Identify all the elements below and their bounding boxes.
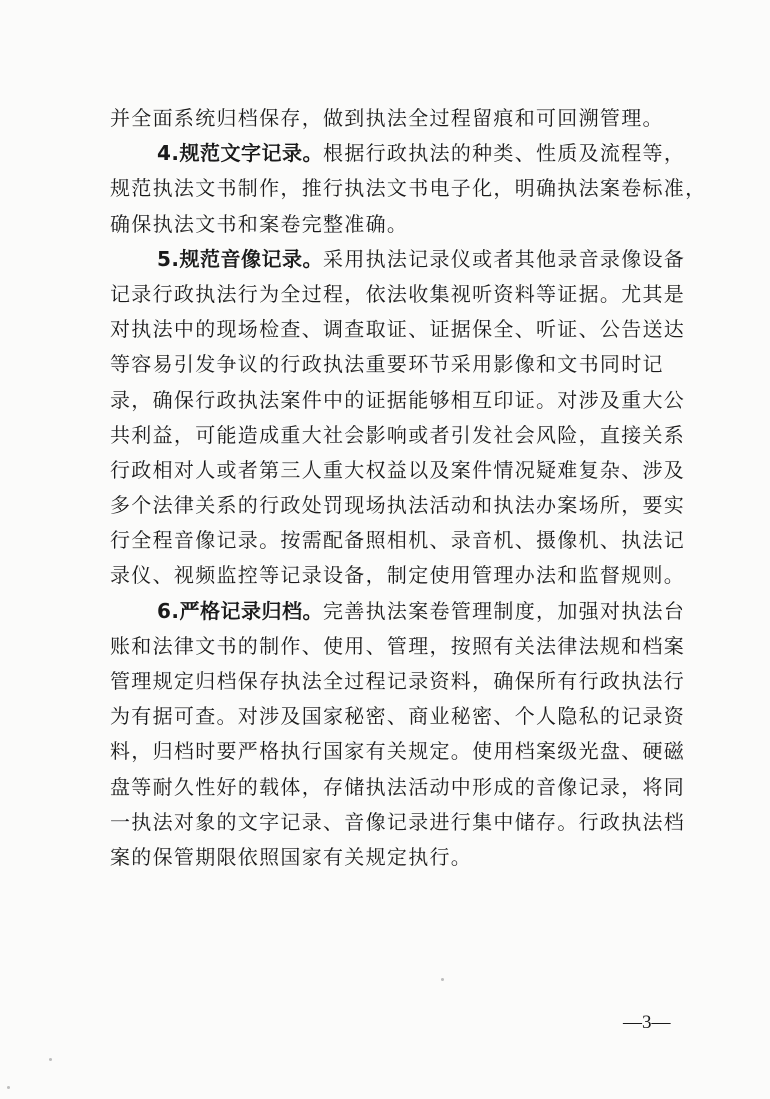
paragraph-line: 案的保管期限依照国家有关规定执行。 [110,844,473,869]
scan-speck [441,978,444,981]
paragraph-line: 一执法对象的文字记录、音像记录进行集中储存。行政执法档 [110,809,686,834]
paragraph-line: 规范执法文书制作，推行执法文书电子化，明确执法案卷标准， [110,176,707,201]
section-5-heading: 5.规范音像记录。 [157,246,324,271]
scan-speck [49,1058,52,1061]
section-4-first-line [110,136,685,171]
paragraph-line: 行政相对人或者第三人重大权益以及案件情况疑难复杂、涉及 [110,457,686,482]
section-6-first-line [110,594,685,629]
paragraph-line: 料，归档时要严格执行国家有关规定。使用档案级光盘、硬磁 [110,739,686,764]
paragraph-line: 并全面系统归档保存，做到执法全过程留痕和可回溯管理。 [110,106,664,130]
paragraph-line: 对执法中的现场检查、调查取证、证据保全、听证、公告送达 [110,317,686,342]
section-5-text: 采用执法记录仪或者其他录音录像设备 [323,246,686,271]
paragraph-line: 账和法律文书的制作、使用、管理，按照有关法律法规和档案 [110,633,686,658]
section-5-first-line [110,242,685,277]
paragraph-line: 管理规定归档保存执法全过程记录资料，确保所有行政执法行 [110,669,686,693]
page-number: —3— [623,1012,671,1033]
paragraph-line: 共利益，可能造成重大社会影响或者引发社会风险，直接关系 [110,422,686,447]
paragraph-line: 等容易引发争议的行政执法重要环节采用影像和文书同时记 [110,352,664,377]
paragraph-line: 录，确保行政执法案件中的证据能够相互印证。对涉及重大公 [110,387,686,412]
paragraph-line: 记录行政执法行为全过程，依法收集视听资料等证据。尤其是 [110,281,686,306]
section-4-heading: 4.规范文字记录。 [157,141,324,166]
paragraph-line: 录仪、视频监控等记录设备，制定使用管理办法和监督规则。 [110,563,686,588]
paragraph-line: 盘等耐久性好的载体，存储执法活动中形成的音像记录，将同 [110,774,686,799]
paragraph-line: 确保执法文书和案卷完整准确。 [110,211,409,236]
section-6-text: 完善执法案卷管理制度，加强对执法台 [323,598,686,623]
paragraph-line: 为有据可查。对涉及国家秘密、商业秘密、个人隐私的记录资 [110,704,686,729]
document-body [110,101,707,875]
paragraph-line: 行全程音像记录。按需配备照相机、录音机、摄像机、执法记 [110,528,686,553]
scan-speck [7,1086,10,1089]
paragraph-line: 多个法律关系的行政处罚现场执法活动和执法办案场所，要实 [110,493,686,518]
section-6-heading: 6.严格记录归档。 [157,598,324,623]
section-4-text: 根据行政执法的种类、性质及流程等， [323,141,686,166]
